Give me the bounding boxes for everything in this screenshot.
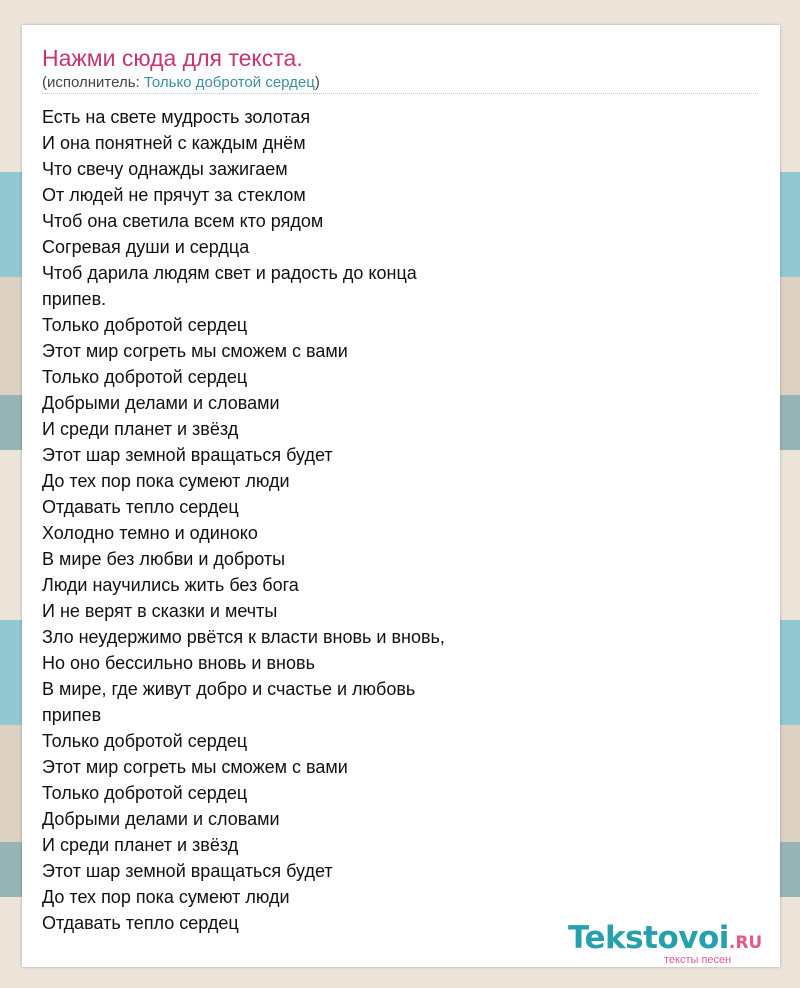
lyric-line: припев [42, 705, 102, 725]
lyric-line: Чтоб она светила всем кто рядом [42, 211, 324, 231]
lyric-line: Чтоб дарила людям свет и радость до конца [42, 263, 417, 283]
lyric-line: Этот шар земной вращаться будет [42, 445, 333, 465]
lyric-line: Отдавать тепло сердец [42, 913, 239, 933]
lyric-line: Этот мир согреть мы сможем с вами [42, 757, 348, 777]
logo-tld: .RU [728, 933, 763, 953]
lyric-line: Люди научились жить без бога [42, 575, 299, 595]
lyric-line: Добрыми делами и словами [42, 809, 280, 829]
lyric-line: До тех пор пока сумеют люди [42, 471, 290, 491]
artist-link[interactable]: Только добротой сердец [143, 74, 315, 91]
lyric-line: Только добротой сердец [42, 731, 248, 751]
lyrics-text [42, 104, 445, 936]
artist-prefix: (исполнитель: [42, 74, 144, 91]
lyric-line: Холодно темно и одиноко [42, 523, 258, 543]
lyric-line: Зло неудержимо рвётся к власти вновь и вновь, [42, 627, 445, 647]
lyric-line: Только добротой сердец [42, 783, 248, 803]
lyric-line: Есть на свете мудрость золотая [42, 107, 311, 127]
song-title[interactable]: Нажми сюда для текста. [42, 45, 303, 71]
lyric-line: Согревая души и сердца [42, 237, 250, 257]
lyric-line: Но оно бессильно вновь и вновь [42, 653, 315, 673]
artist-line [42, 74, 320, 92]
lyric-line: В мире, где живут добро и счастье и любовь [42, 679, 416, 699]
logo-tagline: тексты песен [664, 954, 732, 966]
lyric-line: Добрыми делами и словами [42, 393, 280, 413]
lyric-line: Отдавать тепло сердец [42, 497, 239, 517]
lyric-line: Этот мир согреть мы сможем с вами [42, 341, 348, 361]
lyric-line: От людей не прячут за стеклом [42, 185, 306, 205]
lyric-line: До тех пор пока сумеют люди [42, 887, 290, 907]
site-logo[interactable] [568, 920, 778, 968]
lyric-line: Этот шар земной вращаться будет [42, 861, 333, 881]
lyric-line: И среди планет и звёзд [42, 419, 239, 439]
lyric-line: И среди планет и звёзд [42, 835, 239, 855]
logo-brand-text: Tekstovoi [568, 920, 729, 956]
lyric-line: И она понятней с каждым днём [42, 133, 306, 153]
lyric-line: Только добротой сердец [42, 315, 248, 335]
artist-suffix: ) [314, 74, 320, 91]
lyrics-card [22, 25, 780, 967]
lyric-line: Что свечу однажды зажигаем [42, 159, 288, 179]
dotted-divider [42, 93, 758, 94]
lyric-line: припев. [42, 289, 107, 309]
lyric-line: Только добротой сердец [42, 367, 248, 387]
lyric-line: В мире без любви и доброты [42, 549, 286, 569]
lyric-line: И не верят в сказки и мечты [42, 601, 278, 621]
